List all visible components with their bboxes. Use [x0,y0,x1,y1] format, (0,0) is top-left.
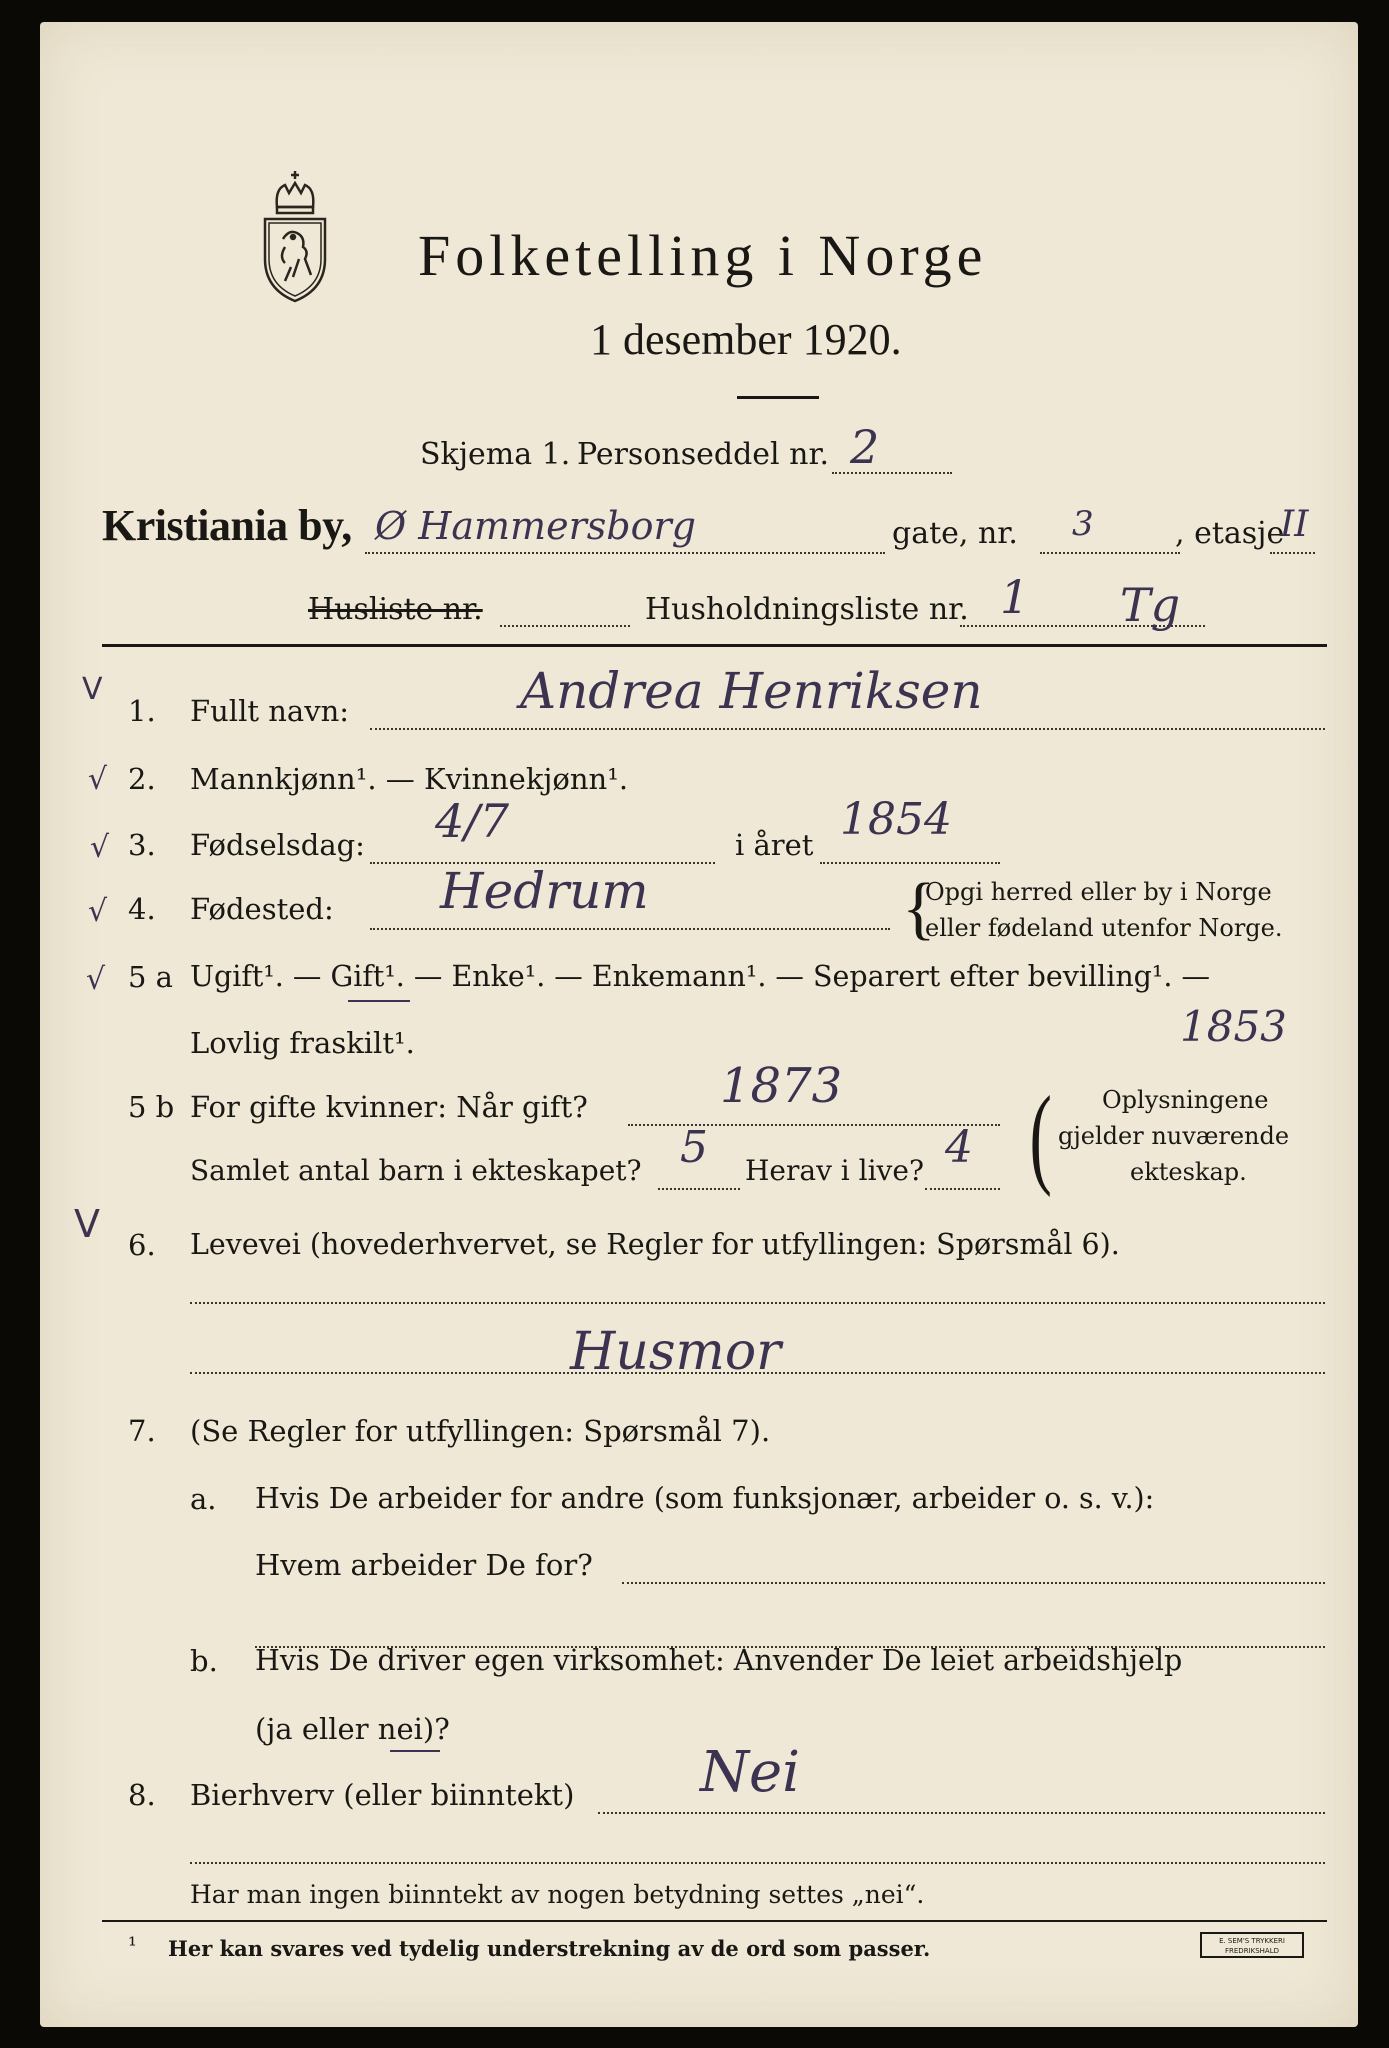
gate-nr-line [1040,552,1180,554]
street-value: Ø Hammersborg [375,504,696,548]
q5b-alive-line [925,1188,1000,1190]
gift-underline [348,1000,410,1002]
q5b-alive-label: Herav i live? [745,1154,924,1187]
q8-line [598,1812,1325,1814]
footnote-mark: ¹ [128,1934,137,1959]
husliste-line [500,625,630,627]
husholdning-value: 1 [1000,570,1030,624]
gate-nr-value: 3 [1072,504,1094,544]
q5b-children-line [658,1188,740,1190]
q7b-label-line2: (ja eller nei)? [255,1712,450,1746]
etasje-line [1270,552,1315,554]
q2-number: 2. [128,762,156,796]
q7a-line-1 [622,1582,1325,1584]
husholdning-extra: Tg [1120,578,1181,632]
q3-year-value: 1854 [840,794,952,845]
q5b-alive-value: 4 [945,1122,973,1173]
q6-line-2 [190,1372,1325,1374]
footnote-divider [102,1920,1327,1922]
q5b-number: 5 b [128,1090,175,1124]
q8-label: Bierhverv (eller biinntekt) [190,1778,575,1812]
footnote-text: Her kan svares ved tydelig understrekning av de ord som passer. [168,1936,931,1961]
q5a-margin-value: 1853 [1180,1002,1287,1051]
city-label: Kristiania by, [102,501,352,550]
q5a-number: 5 a [128,960,173,994]
margin-tick: √ [90,830,110,865]
street-line [365,552,885,554]
q1-number: 1. [128,694,156,728]
q7a-label: Hvis De arbeider for andre (som funksjonær, arbeider o. s. v.): [255,1482,1155,1515]
q1-label: Fullt navn: [190,694,350,728]
q3-year-line [820,862,1000,864]
q7a-label-line2: Hvem arbeider De for? [255,1548,593,1582]
q4-note-brace: { [902,870,936,947]
q4-note-line2: eller fødeland utenfor Norge. [925,914,1283,942]
q6-label: Levevei (hovederhvervet, se Regler for utfyllingen: Spørsmål 6). [190,1228,1120,1261]
q4-number: 4. [128,892,156,926]
q1-value: Andrea Henriksen [520,662,983,720]
printer-stamp-line1: E. SEM'S TRYKKERI [1219,1937,1285,1945]
norwegian-coat-of-arms-icon [255,167,335,305]
q4-value: Hedrum [440,862,649,920]
q3-number: 3. [128,828,156,862]
q5b-note-line1: Oplysningene [1102,1086,1269,1114]
q3-year-label: i året [735,828,814,862]
q7-label: (Se Regler for utfyllingen: Spørsmål 7). [190,1414,771,1448]
printer-stamp-line2: FREDRIKSHALD [1224,1947,1279,1955]
header-divider [737,396,819,399]
q7a-letter: a. [190,1482,217,1516]
biinntekt-note: Har man ingen biinntekt av nogen betydning settes „nei“. [190,1880,925,1909]
q5b-children-label: Samlet antal barn i ekteskapet? [190,1154,642,1187]
q4-line [370,928,890,930]
husliste-label: Husliste nr. [308,592,483,627]
q8-number: 8. [128,1778,156,1812]
gate-label: gate, nr. [892,516,1018,551]
q6-value: Husmor [570,1322,781,1382]
q5a-label: Ugift¹. — Gift¹. — Enke¹. — Enkemann¹. — Separert efter bevilling¹. — [190,960,1210,993]
margin-tick: V [82,672,103,707]
personseddel-value: 2 [850,420,880,474]
q7b-label: Hvis De driver egen virksomhet: Anvender De leiet arbeidshjelp [255,1644,1183,1677]
q7-number: 7. [128,1414,156,1448]
personseddel-label: Personseddel nr. [577,437,830,472]
q5b-note-line3: ekteskap. [1130,1158,1247,1186]
q5b-note-line2: gjelder nuværende [1058,1122,1290,1150]
form-title: Folketelling i Norge [418,223,988,288]
etasje-label: , etasje [1175,516,1285,551]
printer-stamp [1200,1932,1304,1958]
q2-label: Mannkjønn¹. — Kvinnekjønn¹. [190,762,629,796]
q8-value: Nei [700,1740,801,1805]
q5b-children-value: 5 [680,1122,708,1173]
husholdning-label: Husholdningsliste nr. [645,592,969,627]
q5b-note-brace-left: ( [1029,1074,1052,1198]
q3-value: 4/7 [435,794,510,848]
q5b-label: For gifte kvinner: Når gift? [190,1090,588,1124]
q3-label: Fødselsdag: [190,828,365,862]
census-date: 1 desember 1920. [590,315,902,364]
q6-number: 6. [128,1228,156,1262]
q1-line [370,728,1325,730]
q5a-label-line2: Lovlig fraskilt¹. [190,1026,415,1060]
margin-tick: √ [88,762,108,797]
q5b-value: 1873 [720,1058,843,1114]
skjema-label: Skjema 1. [420,437,571,472]
margin-tick: V [74,1202,100,1246]
q8-line-2 [190,1862,1325,1864]
q6-line-1 [190,1302,1325,1304]
margin-tick: √ [86,962,106,997]
q4-note-line1: Opgi herred eller by i Norge [925,878,1272,906]
address-divider [102,644,1327,647]
q4-label: Fødested: [190,892,334,926]
q7b-letter: b. [190,1644,218,1678]
etasje-value: II [1280,504,1309,545]
margin-tick: √ [88,894,108,929]
census-form [40,22,1358,2027]
nei-underline [390,1750,440,1752]
